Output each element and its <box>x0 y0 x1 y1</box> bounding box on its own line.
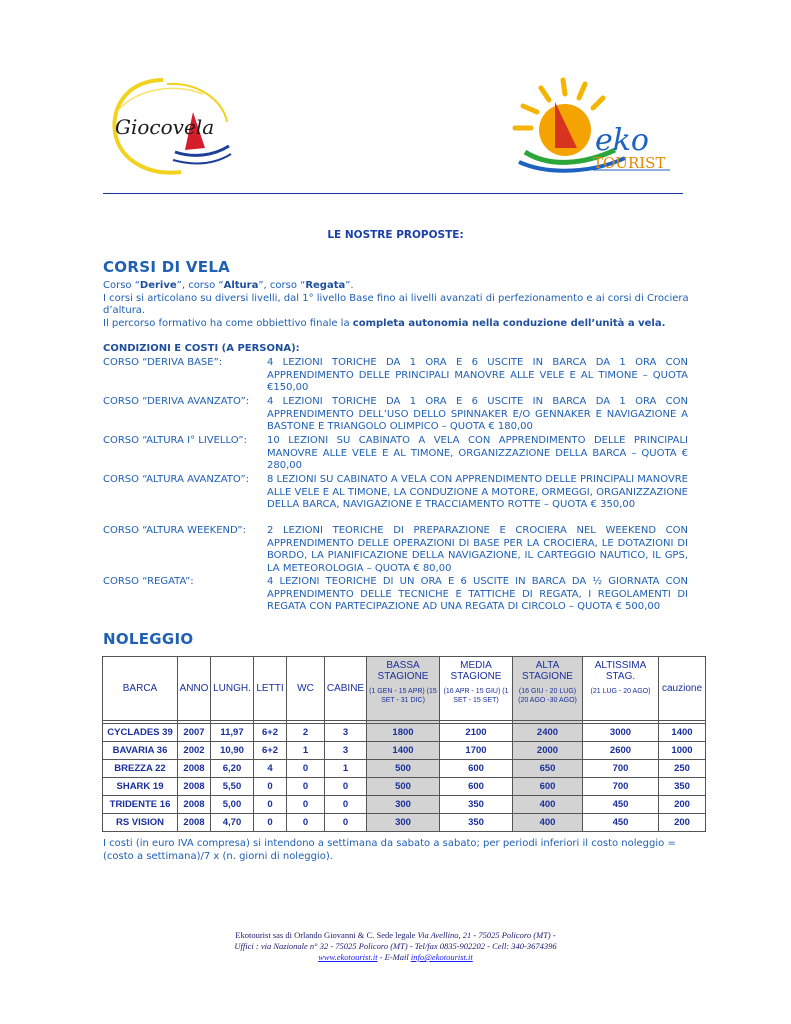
col-header-cauzione: cauzione <box>659 657 706 721</box>
table-row <box>103 796 706 814</box>
cell-cauzione: 200 <box>659 814 706 832</box>
cell-altissima: 450 <box>583 814 659 832</box>
cell-altissima: 700 <box>583 760 659 778</box>
cell-cauzione: 200 <box>659 796 706 814</box>
cell-bassa: 1800 <box>367 724 440 742</box>
course-label: CORSO “REGATA”: <box>103 576 194 587</box>
cell-alta: 600 <box>513 778 583 796</box>
cell-anno: 2008 <box>178 778 211 796</box>
cell-alta: 650 <box>513 760 583 778</box>
header-divider <box>103 193 683 194</box>
col-header-cabine: CABINE <box>325 657 367 721</box>
cell-wc: 0 <box>287 814 325 832</box>
corsi-intro <box>103 280 693 331</box>
cell-alta: 400 <box>513 814 583 832</box>
cell-anno: 2008 <box>178 796 211 814</box>
cell-cabine: 3 <box>325 742 367 760</box>
table-row <box>103 814 706 832</box>
cell-barca: TRIDENTE 16 <box>103 796 178 814</box>
cell-altissima: 450 <box>583 796 659 814</box>
course-label: CORSO “ALTURA AVANZATO”: <box>103 474 250 485</box>
cell-letti: 6+2 <box>254 742 287 760</box>
cell-media: 2100 <box>440 724 513 742</box>
cell-letti: 0 <box>254 778 287 796</box>
cell-cauzione: 1400 <box>659 724 706 742</box>
cell-media: 1700 <box>440 742 513 760</box>
footer <box>0 930 791 963</box>
cell-media: 600 <box>440 778 513 796</box>
table-row <box>103 742 706 760</box>
cell-wc: 0 <box>287 778 325 796</box>
col-header-barca: BARCA <box>103 657 178 721</box>
corsi-levels-line: I corsi si articolano su diversi livelli, dal 1° livello Base fino ai livelli avanzati di perfezionamento e ai corsi di Crociera d’altura. <box>103 292 689 317</box>
heading-corsi-di-vela: CORSI DI VELA <box>103 258 231 276</box>
cell-anno: 2007 <box>178 724 211 742</box>
cell-barca: CYCLADES 39 <box>103 724 178 742</box>
cell-cabine: 0 <box>325 814 367 832</box>
footer-contacts-line: www.ekotourist.it - E-Mail info@ekotourist.it <box>318 952 473 962</box>
table-header-row <box>103 657 706 721</box>
table-row <box>103 760 706 778</box>
col-header-media-stagione: MEDIA STAGIONE (16 APR - 15 GIU) (1 SET - 15 SET) <box>440 657 513 721</box>
cell-altissima: 700 <box>583 778 659 796</box>
giocovela-logo-text: Giocovela <box>115 115 215 139</box>
cell-cabine: 0 <box>325 778 367 796</box>
cell-cabine: 1 <box>325 760 367 778</box>
cell-cabine: 0 <box>325 796 367 814</box>
cell-cabine: 3 <box>325 724 367 742</box>
cell-cauzione: 350 <box>659 778 706 796</box>
rental-table <box>102 656 706 832</box>
cell-media: 350 <box>440 796 513 814</box>
heading-noleggio: NOLEGGIO <box>103 630 194 648</box>
section-heading-proposte: LE NOSTRE PROPOSTE: <box>327 229 464 241</box>
cell-letti: 0 <box>254 814 287 832</box>
footer-company-line: Ekotourist sas di Orlando Giovanni & C. Sede legale Via Avellino, 21 - 75025 Policoro (MT) - <box>235 930 556 940</box>
cell-barca: BREZZA 22 <box>103 760 178 778</box>
rental-cost-note: I costi (in euro IVA compresa) si intendono a settimana da sabato a sabato; per periodi inferiori il costo noleggio = (costo a settimana)/7 x (n. giorni di noleggio). <box>103 838 676 862</box>
cell-lungh: 5,00 <box>211 796 254 814</box>
ekotourist-logo-tourist: TOURIST <box>593 154 666 172</box>
ekotourist-logo-eko: eko <box>595 123 649 158</box>
giocovela-logo <box>103 72 238 182</box>
ekotourist-logo <box>505 72 680 182</box>
cell-cauzione: 250 <box>659 760 706 778</box>
course-description: 4 LEZIONI TORICHE DA 1 ORA E 6 USCITE IN BARCA DA 1 ORA CON APPRENDIMENTO DELL’USO DELLO SPINNAKER E/O GENNAKER E NAVIGAZIONE A BASTONE E TRIANGOLO OLIMPICO – QUOTA € 180,00 <box>267 396 688 433</box>
cell-wc: 1 <box>287 742 325 760</box>
cell-wc: 2 <box>287 724 325 742</box>
cell-letti: 6+2 <box>254 724 287 742</box>
course-description: 2 LEZIONI TEORICHE DI PREPARAZIONE E CROCIERA NEL WEEKEND CON APPRENDIMENTO DELLE OPERAZIONI DI BASE PER LA CROCIERA, LE DOTAZIONI DI BORDO, LA PIANIFICAZIONE DELLA NAVIGAZIONE, IL CARTEGGIO NAUTICO, IL GPS, LA METEOROLOGIA – QUOTA € 80,00 <box>267 525 688 575</box>
cell-lungh: 5,50 <box>211 778 254 796</box>
cell-lungh: 10,90 <box>211 742 254 760</box>
course-label: CORSO “DERIVA BASE”: <box>103 357 223 368</box>
cell-alta: 2400 <box>513 724 583 742</box>
footer-offices-line: Uffici : via Nazionale n° 32 - 75025 Policoro (MT) - Tel/fax 0835-902202 - Cell: 340-3674396 <box>234 941 557 951</box>
col-header-bassa-stagione: BASSA STAGIONE (1 GEN - 15 APR) (15 SET - 31 DIC) <box>367 657 440 721</box>
cell-barca: BAVARIA 36 <box>103 742 178 760</box>
cell-barca: RS VISION <box>103 814 178 832</box>
cell-anno: 2008 <box>178 760 211 778</box>
col-header-altissima-stagione: ALTISSIMA STAG. (21 LUG - 20 AGO) <box>583 657 659 721</box>
col-header-anno: ANNO <box>178 657 211 721</box>
table-row <box>103 724 706 742</box>
cell-altissima: 2600 <box>583 742 659 760</box>
cell-alta: 2000 <box>513 742 583 760</box>
corsi-goal-line: Il percorso formativo ha come obbiettivo finale la completa autonomia nella conduzione dell’unità a vela. <box>103 318 666 330</box>
cell-bassa: 500 <box>367 760 440 778</box>
course-label: CORSO “ALTURA I° LIVELLO”: <box>103 435 247 446</box>
col-header-alta-stagione: ALTA STAGIONE (16 GIU - 20 LUG) (20 AGO -30 AGO) <box>513 657 583 721</box>
col-header-wc: WC <box>287 657 325 721</box>
course-description: 8 LEZIONI SU CABINATO A VELA CON APPRENDIMENTO DELLE PRINCIPALI MANOVRE ALLE VELE E AL TIMONE, LA CONDUZIONE A MOTORE, ORMEGGI, ORGANIZZAZIONE DELLA BARCA, NAVIGAZIONE E TRACCIAMENTO ROTTE – QUOTA € 350,00 <box>267 474 688 511</box>
cell-cauzione: 1000 <box>659 742 706 760</box>
corsi-types-line: Corso “Derive”, corso “Altura”, corso “Regata”. <box>103 280 354 291</box>
cell-lungh: 11,97 <box>211 724 254 742</box>
cell-barca: SHARK 19 <box>103 778 178 796</box>
cell-wc: 0 <box>287 796 325 814</box>
cell-bassa: 1400 <box>367 742 440 760</box>
website-link[interactable]: www.ekotourist.it <box>318 952 378 962</box>
cell-media: 600 <box>440 760 513 778</box>
cell-anno: 2008 <box>178 814 211 832</box>
cell-alta: 400 <box>513 796 583 814</box>
cell-anno: 2002 <box>178 742 211 760</box>
cell-altissima: 3000 <box>583 724 659 742</box>
cell-lungh: 6,20 <box>211 760 254 778</box>
course-description: 4 LEZIONI TEORICHE DI UN ORA E 6 USCITE IN BARCA DA ½ GIORNATA CON APPRENDIMENTO DELLE TECNICHE E TATTICHE DI REGATA, I REGOLAMENTI DI REGATA CON PARTECIPAZIONE AD UNA REGATA DI CIRCOLO – QUOTA € 500,00 <box>267 576 688 613</box>
cell-bassa: 300 <box>367 796 440 814</box>
email-link[interactable]: info@ekotourist.it <box>410 952 473 962</box>
course-label: CORSO “DERIVA AVANZATO”: <box>103 396 250 407</box>
cell-bassa: 500 <box>367 778 440 796</box>
course-description: 10 LEZIONI SU CABINATO A VELA CON APPRENDIMENTO DELLE PRINCIPALI MANOVRE ALLE VELE E AL TIMONE, ORGANIZZAZIONE DELLA BARCA – QUOTA € 280,00 <box>267 435 688 472</box>
cell-bassa: 300 <box>367 814 440 832</box>
course-description: 4 LEZIONI TORICHE DA 1 ORA E 6 USCITE IN BARCA DA 1 ORA CON APPRENDIMENTO DELLE PRINCIPALI MANOVRE ALLE VELE E AL TIMONE – QUOTA €150,00 <box>267 357 688 394</box>
col-header-lungh: LUNGH. <box>211 657 254 721</box>
col-header-letti: LETTI <box>254 657 287 721</box>
cell-media: 350 <box>440 814 513 832</box>
course-label: CORSO “ALTURA WEEKEND”: <box>103 525 246 536</box>
conditions-heading: CONDIZIONI E COSTI (A PERSONA): <box>103 343 300 354</box>
cell-letti: 4 <box>254 760 287 778</box>
cell-wc: 0 <box>287 760 325 778</box>
cell-lungh: 4,70 <box>211 814 254 832</box>
table-row <box>103 778 706 796</box>
cell-letti: 0 <box>254 796 287 814</box>
